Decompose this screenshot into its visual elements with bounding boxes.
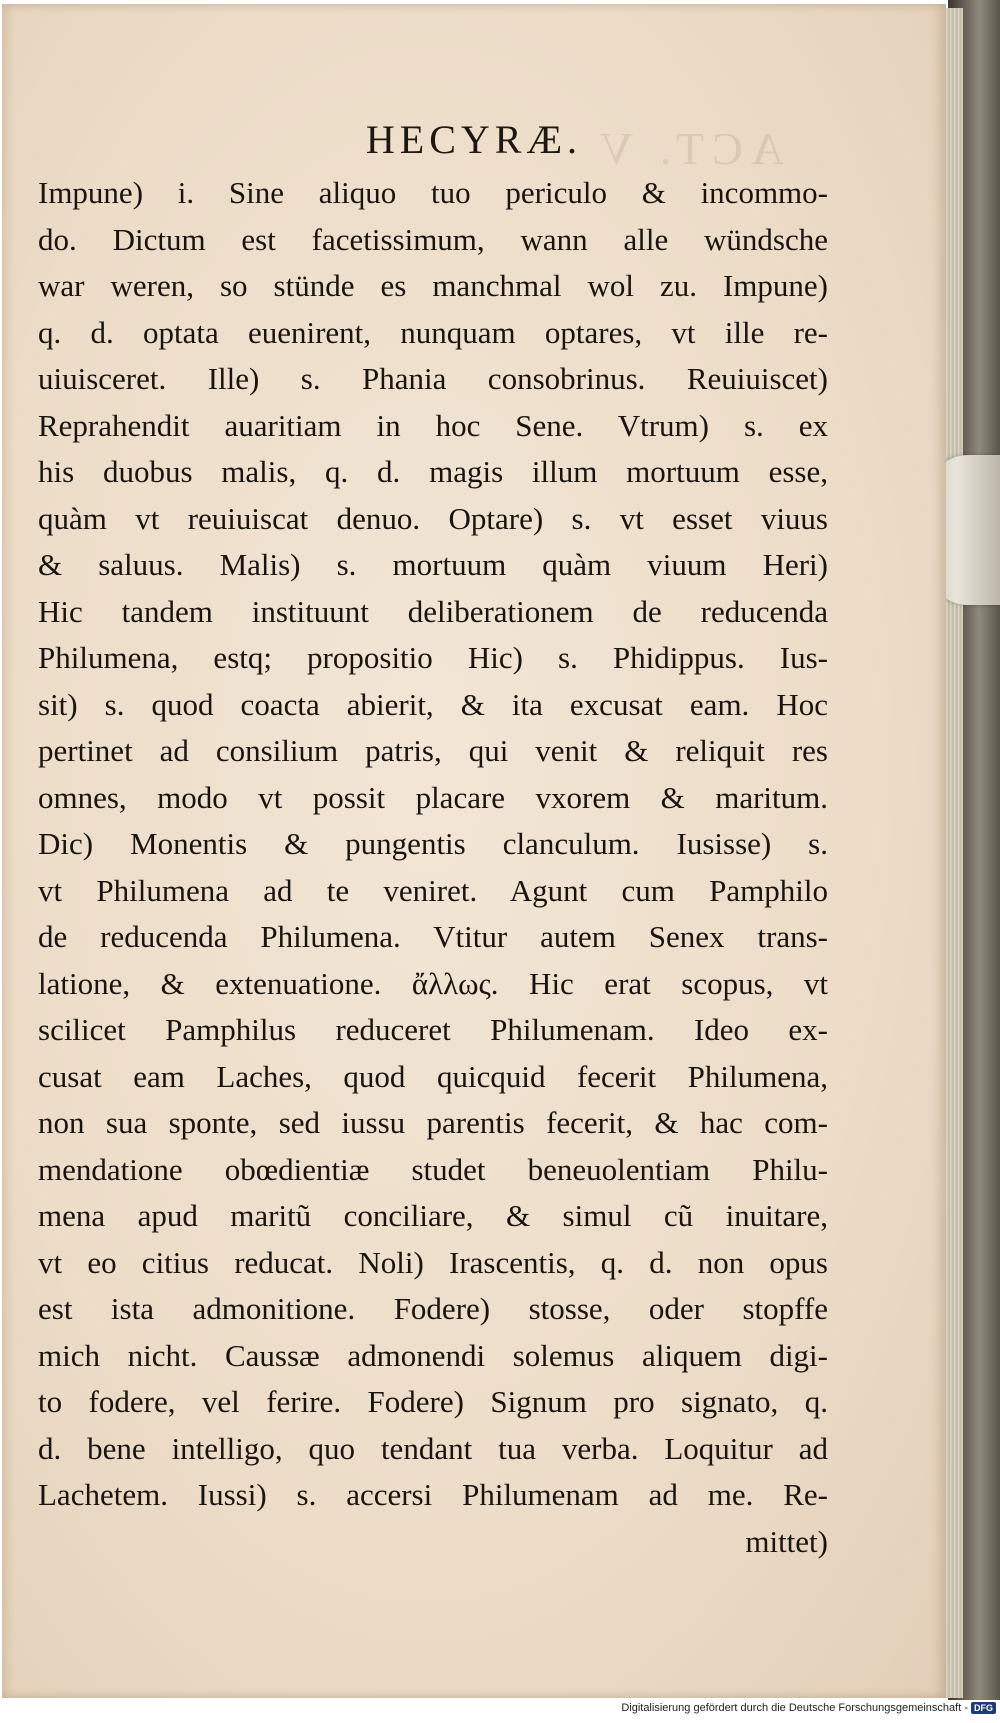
digitization-credit — [0, 1702, 996, 1714]
show-through-text: ACT. V — [592, 123, 784, 174]
text-line: Philumena, estq; propositio Hic) s. Phidippus. Ius- — [38, 640, 828, 675]
text-line: uiuisceret. Ille) s. Phania consobrinus. Reuiuiscet) — [38, 361, 828, 396]
text-line: vt eo citius reducat. Noli) Irascentis, q. d. non opus — [38, 1244, 828, 1280]
book-page — [2, 4, 946, 1698]
text-line: Hic tandem instituunt deliberationem de reducenda — [38, 593, 828, 629]
text-line: war weren, so stünde es manchmal wol zu. Impune) — [38, 268, 828, 303]
text-line: est ista admonitione. Fodere) stosse, oder stopffe — [38, 1291, 828, 1326]
text-line: his duobus malis, q. d. magis illum mortuum esse, — [38, 454, 828, 489]
text-line: to fodere, vel ferire. Fodere) Signum pro signato, q. — [38, 1384, 828, 1419]
text-line: Lachetem. Iussi) s. accersi Philumenam ad me. Re- — [38, 1477, 828, 1512]
text-line: latione, & extenuatione. ἄλλως. Hic erat scopus, vt — [38, 965, 828, 1001]
text-line: mich nicht. Caussæ admonendi solemus aliquem digi- — [38, 1337, 828, 1373]
text-line: cusat eam Laches, quod quicquid fecerit Philumena, — [38, 1058, 828, 1094]
text-line: mendatione obœdientiæ studet beneuolentiam Philu- — [38, 1151, 828, 1187]
text-line: pertinet ad consilium patris, qui venit & reliquit res — [38, 733, 828, 768]
text-line: & saluus. Malis) s. mortuum quàm viuum Heri) — [38, 547, 828, 582]
text-line: Dic) Monentis & pungentis clanculum. Iusisse) s. — [38, 826, 828, 861]
text-line: quàm vt reuiuiscat denuo. Optare) s. vt esset viuus — [38, 500, 828, 536]
catchword: mittet) — [745, 1523, 828, 1559]
text-line: Reprahendit auaritiam in hoc Sene. Vtrum) s. ex — [38, 407, 828, 443]
text-line: omnes, modo vt possit placare vxorem & maritum. — [38, 779, 828, 815]
text-line: mena apud maritũ conciliare, & simul cũ inuitare, — [38, 1198, 828, 1233]
text-line: Impune) i. Sine aliquo tuo periculo & incommo- — [38, 175, 828, 210]
text-line: de reducenda Philumena. Vtitur autem Senex trans- — [38, 919, 828, 954]
text-line: non sua sponte, sed iussu parentis fecerit, & hac com- — [38, 1105, 828, 1140]
running-head: HECYRÆ. — [365, 117, 583, 162]
dfg-logo: DFG — [971, 1702, 996, 1714]
text-line: vt Philumena ad te veniret. Agunt cum Pamphilo — [38, 872, 828, 908]
text-line: d. bene intelligo, quo tendant tua verba. Loquitur ad — [38, 1430, 828, 1466]
commentary-text — [38, 170, 828, 1565]
credit-text: Digitalisierung gefördert durch die Deutsche Forschungsgemeinschaft - — [621, 1702, 968, 1714]
text-line: q. d. optata euenirent, nunquam optares, vt ille re- — [38, 314, 828, 350]
text-line: scilicet Pamphilus reduceret Philumenam. Ideo ex- — [38, 1012, 828, 1047]
text-line: sit) s. quod coacta abierit, & ita excusat eam. Hoc — [38, 686, 828, 722]
text-line: do. Dictum est facetissimum, wann alle wündsche — [38, 221, 828, 257]
